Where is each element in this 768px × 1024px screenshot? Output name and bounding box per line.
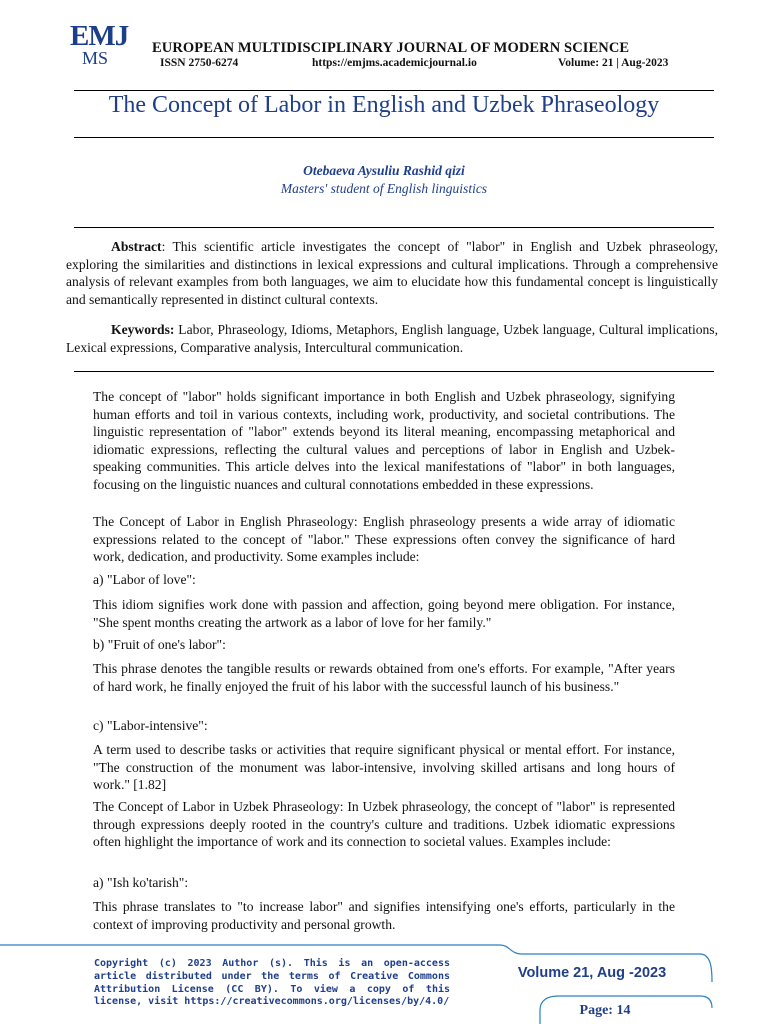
journal-logo — [70, 22, 130, 70]
list-item-a-label: a) "Labor of love": — [93, 572, 196, 587]
abstract-label: Abstract — [111, 239, 162, 254]
footer-volume: Volume 21, Aug -2023 — [517, 965, 667, 981]
uzbek-item-a-label: a) "Ish ko'tarish": — [93, 875, 189, 890]
keywords-label: Keywords: — [111, 322, 175, 337]
article-title: The Concept of Labor in English and Uzbek Phraseology — [108, 92, 660, 118]
title-rule — [74, 137, 714, 138]
list-item-c-text: A term used to describe tasks or activities that require significant physical or mental effort. For instance, "The construction of the monument was labor-intensive, involving skilled artisans and long hours of work." [1.82] — [93, 742, 675, 793]
list-item-c-label: c) "Labor-intensive": — [93, 718, 208, 733]
uzbek-item-a-text: This phrase translates to "to increase labor" and signifies intensifying one's efforts, particularly in the context of improving productivity and personal growth. — [93, 899, 675, 932]
keywords — [66, 321, 718, 356]
logo-bottom-text: MS — [82, 48, 109, 68]
body-paragraph-3: The Concept of Labor in Uzbek Phraseology: In Uzbek phraseology, the concept of "labor" is represented through expressions deeply rooted in the country's culture and traditions. Uzbek idiomatic expressions often highlight the importance of work and its connection to societal values. Examples include: — [93, 799, 675, 850]
author-name: Otebaeva Aysuliu Rashid qizi — [303, 163, 465, 178]
logo-top-text: EMJ — [70, 20, 129, 52]
keywords-text: Labor, Phraseology, Idioms, Metaphors, English language, Uzbek language, Cultural implications, Lexical expressions, Comparative analysis, Intercultural communication. — [66, 322, 718, 355]
keywords-rule — [74, 371, 714, 372]
abstract-text: : This scientific article investigates the concept of "labor" in English and Uzbek phraseology, exploring the similarities and distinctions in lexical expressions and cultural implications. Through a comprehensive analysis of relevant examples from both languages, we aim to elucidate how this fundamental concept is linguistically and semantically represented in distinct cultural contexts. — [66, 239, 718, 307]
list-item-a-text: This idiom signifies work done with passion and affection, going beyond mere obligation. For instance, "She spent months creating the artwork as a labor of love for her family." — [93, 597, 675, 630]
body-paragraph-1: The concept of "labor" holds significant importance in both English and Uzbek phraseology, signifying human efforts and toil in various contexts, including work, productivity, and societal contributions. The linguistic representation of "labor" extends beyond its literal meaning, encompassing metaphorical and idiomatic expressions, reflecting the cultural values and perceptions of labor in English and Uzbek-speaking communities. This article delves into the lexical manifestations of "labor" in both languages, focusing on the linguistic nuances and cultural connotations embedded in these expressions. — [93, 389, 675, 492]
author-rule — [74, 227, 714, 228]
abstract — [66, 238, 718, 308]
issn: ISSN 2750-6274 — [160, 57, 239, 69]
body-paragraph-2: The Concept of Labor in English Phraseology: English phraseology presents a wide array of idiomatic expressions related to the concept of "labor." These expressions often convey the significance of hard work, dedication, and productivity. Some examples include: — [93, 514, 675, 565]
author-affiliation: Masters' student of English linguistics — [280, 181, 488, 196]
list-item-b-text: This phrase denotes the tangible results or rewards obtained from one's efforts. For example, "After years of hard work, he finally enjoyed the fruit of his labor with the successful launch of his business." — [93, 661, 675, 694]
list-item-b-label: b) "Fruit of one's labor": — [93, 637, 226, 652]
copyright-notice: Copyright (c) 2023 Author (s). This is an open-access article distributed under the terms of Creative Commons Attribution License (CC BY). To view a copy of this license, visit https://creativecommons.org/licenses/by/4.0/ — [94, 958, 450, 1008]
journal-name: EUROPEAN MULTIDISCIPLINARY JOURNAL OF MODERN SCIENCE — [152, 40, 630, 56]
header-rule — [74, 90, 714, 91]
header-volume: Volume: 21 | Aug-2023 — [558, 57, 669, 69]
page-number: Page: 14 — [579, 1003, 631, 1018]
journal-url[interactable]: https://emjms.academicjournal.io — [312, 57, 477, 69]
